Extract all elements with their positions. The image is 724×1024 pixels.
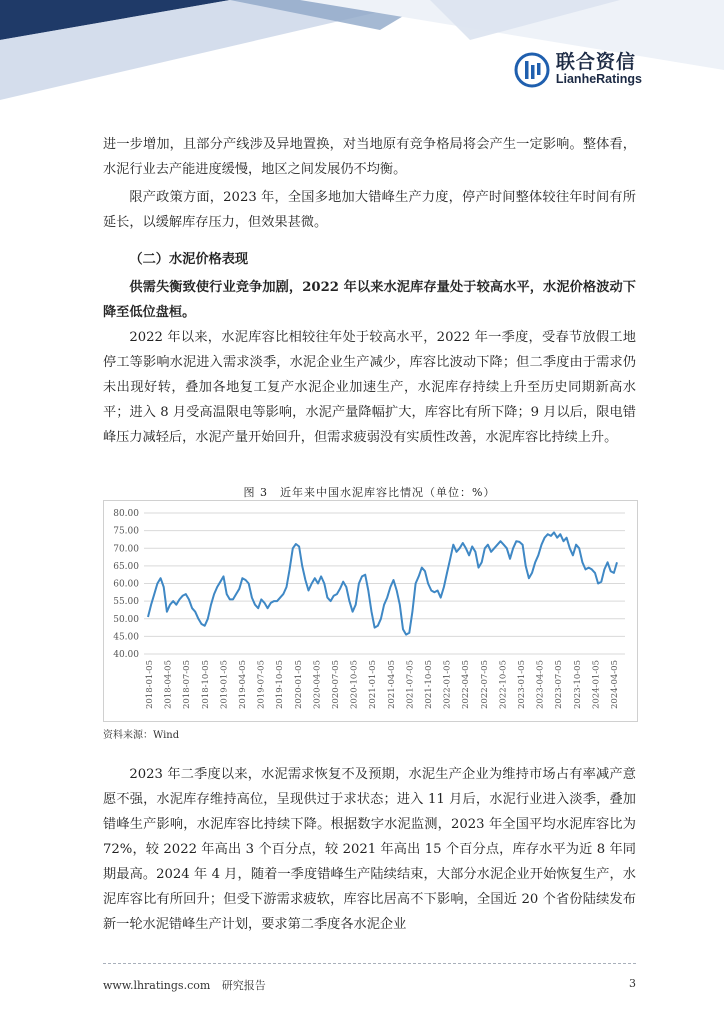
lianhe-logo-icon bbox=[514, 52, 550, 88]
x-tick-label: 2021-10-05 bbox=[424, 660, 434, 710]
footer-doc-type: 研究报告 bbox=[221, 979, 266, 992]
chart-container bbox=[103, 500, 638, 722]
footer-divider bbox=[103, 963, 636, 964]
y-tick-label: 40.00 bbox=[113, 650, 139, 660]
x-tick-label: 2021-04-05 bbox=[386, 660, 397, 710]
y-tick-label: 80.00 bbox=[113, 509, 139, 519]
y-tick-label: 45.00 bbox=[113, 632, 139, 643]
figure-source: 资料来源：Wind bbox=[103, 730, 180, 741]
y-tick-label: 70.00 bbox=[113, 544, 139, 555]
x-tick-label: 2023-01-05 bbox=[517, 660, 527, 710]
x-tick-label: 2020-10-05 bbox=[349, 660, 360, 710]
brand-logo bbox=[514, 52, 642, 88]
page-number: 3 bbox=[629, 977, 636, 990]
x-tick-label: 2021-01-05 bbox=[368, 660, 379, 710]
x-tick-label: 2022-07-05 bbox=[479, 660, 490, 710]
x-tick-label: 2022-01-05 bbox=[442, 660, 453, 710]
x-tick-label: 2023-04-05 bbox=[535, 660, 546, 710]
paragraph-2: 限产政策方面，2023 年，全国多地加大错峰生产力度，停产时间整体较往年时间有所延长，以缓解库存压力，但效果甚微。 bbox=[103, 190, 636, 230]
x-tick-label: 2018-04-05 bbox=[163, 660, 174, 710]
y-tick-label: 75.00 bbox=[113, 526, 139, 537]
x-tick-label: 2019-04-05 bbox=[238, 660, 248, 710]
footer-website[interactable]: www.lhratings.com bbox=[103, 979, 211, 992]
x-tick-label: 2019-07-05 bbox=[256, 660, 267, 710]
cement-inventory-chart bbox=[104, 501, 637, 721]
x-tick-label: 2023-07-05 bbox=[554, 660, 565, 710]
x-tick-label: 2019-10-05 bbox=[275, 660, 286, 710]
body-text-bottom bbox=[103, 762, 636, 937]
x-tick-label: 2019-01-05 bbox=[219, 660, 230, 710]
x-tick-label: 2020-01-05 bbox=[293, 660, 304, 710]
paragraph-5: 2023 年二季度以来，水泥需求恢复不及预期，水泥生产企业为维持市场占有率减产意愿不强，水泥库存维持高位，呈现供过于求状态；进入 11 月后，水泥行业进入淡季，叠加错峰生产影响，水泥库容比持续下降。根据数字水泥监测，2023 年全国平均水泥库容比为 72%，较 2022 年高出 3 个百分点，较 2021 年高出 15 个百分点，库存水平为近 8 年同期最高。2024 年 4 月，随着一季度错峰生产陆续结束，大部分水泥企业开始恢复生产，水泥库容比有所回升；但受下游需求疲软，库容比居高不下影响，全国近 20 个省份陆续发布新一轮水泥错峰生产计划，要求第二季度各水泥企业 bbox=[103, 767, 636, 932]
brand-name-en: LianheRatings bbox=[555, 72, 642, 87]
y-tick-label: 65.00 bbox=[113, 561, 139, 572]
y-tick-label: 50.00 bbox=[113, 614, 139, 625]
x-tick-label: 2023-10-05 bbox=[572, 660, 583, 710]
figure-caption: 图 3 近年来中国水泥库容比情况（单位：%） bbox=[243, 486, 496, 499]
paragraph-3-bold: 供需失衡致使行业竞争加剧，2022 年以来水泥库存量处于较高水平，水泥价格波动下降至低位盘桓。 bbox=[103, 280, 636, 320]
paragraph-1: 进一步增加，且部分产线涉及异地置换，对当地原有竞争格局将会产生一定影响。整体看，水泥行业去产能进度缓慢，地区之间发展仍不均衡。 bbox=[103, 137, 636, 177]
section-title: （二）水泥价格表现 bbox=[129, 252, 249, 267]
x-tick-label: 2020-04-05 bbox=[312, 660, 323, 710]
x-tick-label: 2021-07-05 bbox=[405, 660, 416, 710]
x-tick-label: 2024-01-05 bbox=[591, 660, 602, 710]
x-tick-label: 2018-01-05 bbox=[145, 660, 155, 710]
x-tick-label: 2022-04-05 bbox=[461, 660, 472, 710]
x-tick-label: 2022-10-05 bbox=[498, 660, 509, 710]
paragraph-4: 2022 年以来，水泥库容比相较往年处于较高水平，2022 年一季度，受春节放假工地停工等影响水泥进入需求淡季，水泥企业生产减少，库容比波动下降；但二季度由于需求仍未出现好转，叠加各地复工复产水泥企业加速生产，水泥库存持续上升至历史同期新高水平；进入 8 月受高温限电等影响，水泥产量降幅扩大，库容比有所下降；9 月以后，限电错峰压力减轻后，水泥产量开始回升，但需求疲弱没有实质性改善，水泥库容比持续上升。 bbox=[103, 330, 636, 445]
body-text-top bbox=[103, 132, 636, 450]
brand-name-cn: 联合资信 bbox=[555, 51, 636, 74]
y-tick-label: 55.00 bbox=[113, 597, 139, 608]
y-tick-label: 60.00 bbox=[113, 579, 139, 590]
page-footer bbox=[103, 977, 636, 993]
x-tick-label: 2020-07-05 bbox=[331, 660, 341, 710]
x-tick-label: 2024-04-05 bbox=[610, 660, 620, 710]
x-tick-label: 2018-10-05 bbox=[200, 660, 211, 710]
x-tick-label: 2018-07-05 bbox=[182, 660, 193, 710]
